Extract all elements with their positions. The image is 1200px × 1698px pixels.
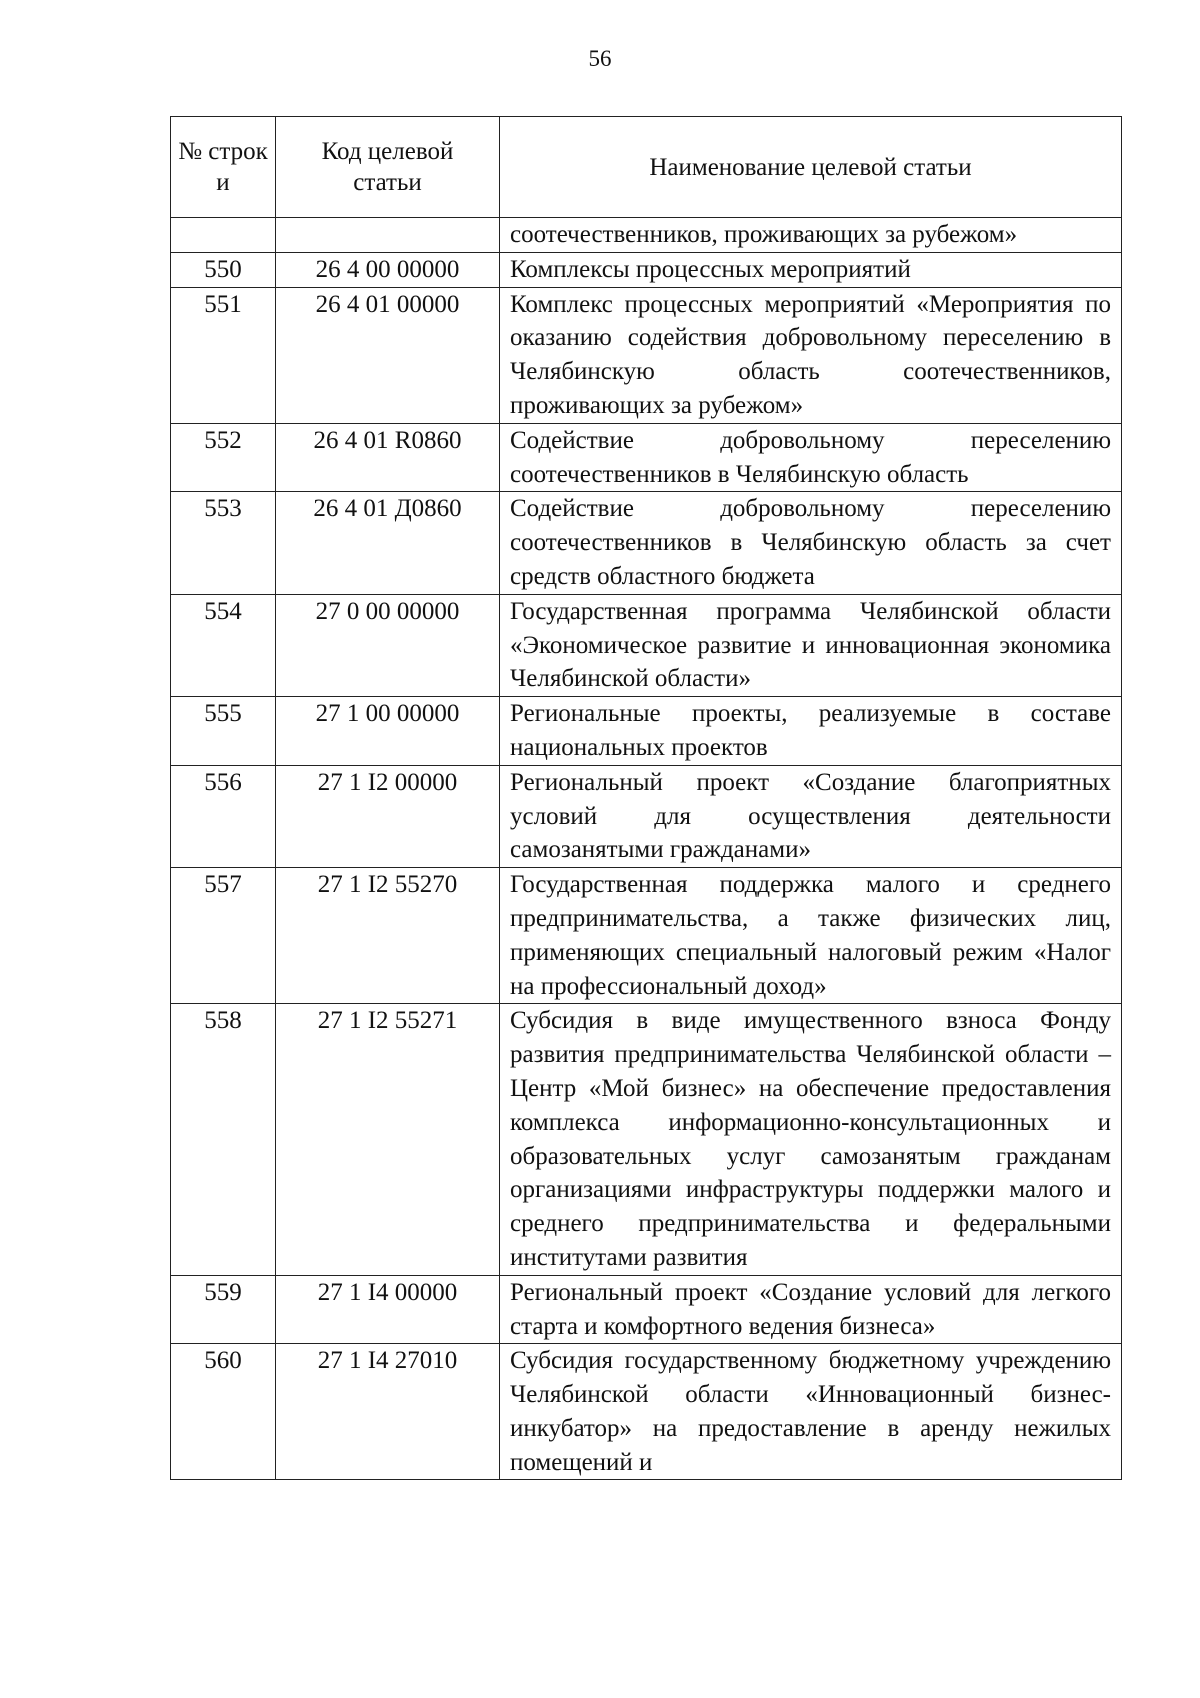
row-name: Субсидия государственному бюджетному учреждению Челябинской области «Инновационный бизнес-инкубатор» на предоставление в аренду нежилых помещений и xyxy=(500,1344,1122,1480)
row-number: 555 xyxy=(171,697,276,766)
row-name: Субсидия в виде имущественного взноса Фонду развития предпринимательства Челябинской области – Центр «Мой бизнес» на обеспечение предоставления комплекса информационно-консультационных и образовательных услуг самозанятым гражданам организациями инфраструктуры поддержки малого и среднего предпринимательства и федеральными институтами развития xyxy=(500,1004,1122,1275)
table-body xyxy=(171,218,1122,1480)
row-number: 557 xyxy=(171,868,276,1004)
table-row xyxy=(171,423,1122,492)
row-code: 27 1 I2 55271 xyxy=(276,1004,500,1275)
target-articles-table xyxy=(170,116,1122,1480)
row-number: 559 xyxy=(171,1275,276,1344)
header-name: Наименование целевой статьи xyxy=(500,117,1122,218)
row-name: Комплекс процессных мероприятий «Мероприятия по оказанию содействия добровольному переселению в Челябинскую область соотечественников, проживающих за рубежом» xyxy=(500,287,1122,423)
row-code: 26 4 01 00000 xyxy=(276,287,500,423)
row-name: соотечественников, проживающих за рубежом» xyxy=(500,218,1122,253)
row-number: 554 xyxy=(171,594,276,696)
table-header-row xyxy=(171,117,1122,218)
row-name: Государственная поддержка малого и среднего предпринимательства, а также физических лиц, применяющих специальный налоговый режим «Налог на профессиональный доход» xyxy=(500,868,1122,1004)
row-number: 556 xyxy=(171,765,276,867)
table-row xyxy=(171,594,1122,696)
table-row xyxy=(171,252,1122,287)
table-row xyxy=(171,287,1122,423)
row-code: 26 4 00 00000 xyxy=(276,252,500,287)
row-number: 551 xyxy=(171,287,276,423)
row-number: 550 xyxy=(171,252,276,287)
row-name: Комплексы процессных мероприятий xyxy=(500,252,1122,287)
table-row xyxy=(171,868,1122,1004)
table-row xyxy=(171,1004,1122,1275)
row-name: Содействие добровольному переселению соотечественников в Челябинскую область xyxy=(500,423,1122,492)
row-code: 27 1 00 00000 xyxy=(276,697,500,766)
row-number xyxy=(171,218,276,253)
row-code xyxy=(276,218,500,253)
table-row xyxy=(171,765,1122,867)
row-name: Региональный проект «Создание благоприятных условий для осуществления деятельности самозанятыми гражданами» xyxy=(500,765,1122,867)
row-code: 26 4 01 R0860 xyxy=(276,423,500,492)
table-row xyxy=(171,1344,1122,1480)
row-code: 26 4 01 Д0860 xyxy=(276,492,500,594)
row-number: 552 xyxy=(171,423,276,492)
row-number: 553 xyxy=(171,492,276,594)
row-code: 27 1 I2 00000 xyxy=(276,765,500,867)
header-row-number: № строк и xyxy=(171,117,276,218)
row-name: Содействие добровольному переселению соотечественников в Челябинскую область за счет средств областного бюджета xyxy=(500,492,1122,594)
row-number: 560 xyxy=(171,1344,276,1480)
row-code: 27 1 I2 55270 xyxy=(276,868,500,1004)
row-code: 27 1 I4 27010 xyxy=(276,1344,500,1480)
header-code: Код целевой статьи xyxy=(276,117,500,218)
table-row xyxy=(171,697,1122,766)
row-code: 27 0 00 00000 xyxy=(276,594,500,696)
row-code: 27 1 I4 00000 xyxy=(276,1275,500,1344)
table-row xyxy=(171,492,1122,594)
row-name: Государственная программа Челябинской области «Экономическое развитие и инновационная экономика Челябинской области» xyxy=(500,594,1122,696)
row-name: Региональный проект «Создание условий для легкого старта и комфортного ведения бизнеса» xyxy=(500,1275,1122,1344)
page-number: 56 xyxy=(588,46,612,71)
table-row-continuation xyxy=(171,218,1122,253)
row-number: 558 xyxy=(171,1004,276,1275)
table-row xyxy=(171,1275,1122,1344)
row-name: Региональные проекты, реализуемые в составе национальных проектов xyxy=(500,697,1122,766)
